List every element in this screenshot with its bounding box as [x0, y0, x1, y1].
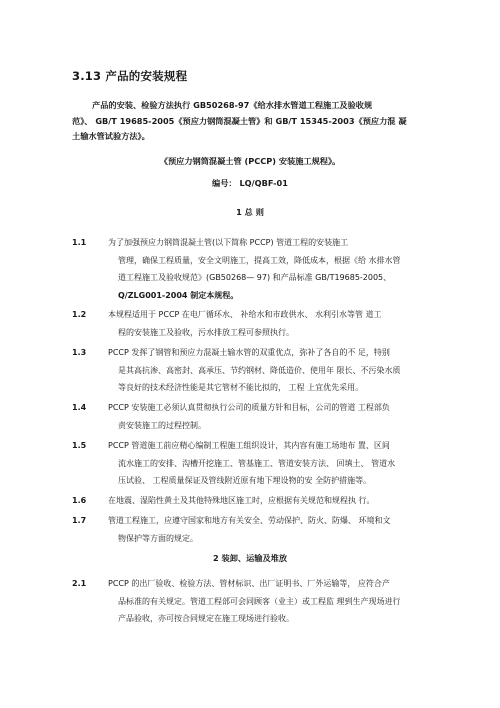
clause-line: 等良好的技术经济性能是其它管材不能比拟的， 工程 上宜优先采用。	[118, 383, 364, 393]
intro-line: 土输水管试验方法》。	[72, 131, 150, 141]
clause-line: 为了加强预应力钢筒混凝土管(以下简称 PCCP) 管道工程的安装施工	[108, 238, 349, 247]
clause-line: 在地震、湿陷性黄土及其他特殊地区施工时，应根据有关规范和规程执 行。	[108, 496, 375, 505]
clause-line: 流水施工的安排、沟槽开挖施工、管基施工、管道安装方法、 回填土、 管道水	[118, 458, 396, 468]
clause-1-4	[72, 399, 444, 434]
clause-line: 本规程适用于 PCCP 在电厂循环水、 补给水和市政供水、 水利引水等管 道工	[108, 310, 382, 319]
clause-line: 产品验收，亦可按合同规定在施工现场进行验收。	[118, 614, 294, 624]
clause-line: PCCP 管道施工前应精心编制工程施工组织设计，其内容有施工场地布 置、区间	[108, 441, 390, 450]
clause-line: Q/ZLG001-2004 制定本规程。	[118, 290, 239, 300]
clause-line: 是其高抗渗、高密封、高承压、节约钢材、降低造价、使用年 限长、不污染水质	[118, 365, 401, 375]
clause-line: 物保护等方面的规定。	[118, 533, 198, 543]
clause-1-5	[72, 437, 444, 490]
clause-line: 程的安装施工及验收，污水排放工程可参照执行。	[118, 327, 294, 337]
intro-line: 范》、 GB/T 19685-2005《预应力钢筒混凝土管》和 GB/T 15345-2003《预应力混 凝	[72, 115, 407, 126]
standard-document-name: 《预应力钢筒混凝土管 (PCCP) 安装施工规程》。	[159, 156, 341, 166]
intro-line: 产品的安装、检验方法执行 GB50268-97《给水排水管道工程施工及验收规	[92, 100, 373, 110]
clause-line: 管道工程施工，应遵守国家和地方有关安全、劳动保护、防火、防爆、 环境和文	[108, 516, 391, 525]
clause-number: 1.2	[72, 310, 87, 319]
clause-1-2	[72, 306, 444, 341]
clause-number: 1.7	[72, 516, 87, 525]
clause-2-1	[72, 575, 444, 628]
clause-line: PCCP 的出厂验收、检验方法、管材标识、出厂证明书、厂外运输等， 应符合产	[108, 579, 390, 588]
intro-paragraph	[72, 98, 444, 145]
clause-number: 1.1	[72, 238, 87, 247]
chapter-2-title: 2 装卸、运输及堆放	[212, 553, 288, 563]
clause-1-6	[72, 492, 444, 510]
clause-line: PCCP 发挥了钢管和预应力混凝土输水管的双重优点，弥补了各自的不 足，特别	[108, 348, 390, 357]
clause-number: 1.3	[72, 348, 87, 357]
clause-line: 压试验、 工程质量保证及管线附近原有地下埋设物的安 全防护措施等。	[118, 476, 372, 486]
clause-line: 道工程施工及验收规范》(GB50268— 97) 和产品标准 GB/T19685-2005、	[118, 273, 392, 283]
clause-line: 管理，确保工程质量，安全文明施工，提高工效，降低成本，根据《给 水排水管	[118, 255, 401, 265]
chapter-1-title: 1 总 则	[236, 207, 264, 217]
section-title: 3.13 产品的安装规程	[72, 69, 188, 83]
clause-number: 1.6	[72, 496, 87, 505]
clause-1-7	[72, 512, 444, 547]
document-code: 编号： LQ/QBF-01	[212, 178, 288, 188]
clause-1-3	[72, 344, 444, 397]
clause-1-1	[72, 234, 444, 304]
clause-line: 责安装施工的过程控制。	[118, 420, 206, 430]
clause-number: 1.4	[72, 403, 87, 412]
clause-number: 2.1	[72, 579, 87, 588]
clause-line: PCCP 安装施工必须认真贯彻执行公司的质量方针和目标，公司的管道 工程部负	[108, 403, 390, 412]
clause-line: 品标准的有关规定。管道工程部可会同顾客（业主）或工程监 理到生产现场进行	[118, 596, 401, 606]
clause-number: 1.5	[72, 441, 87, 450]
